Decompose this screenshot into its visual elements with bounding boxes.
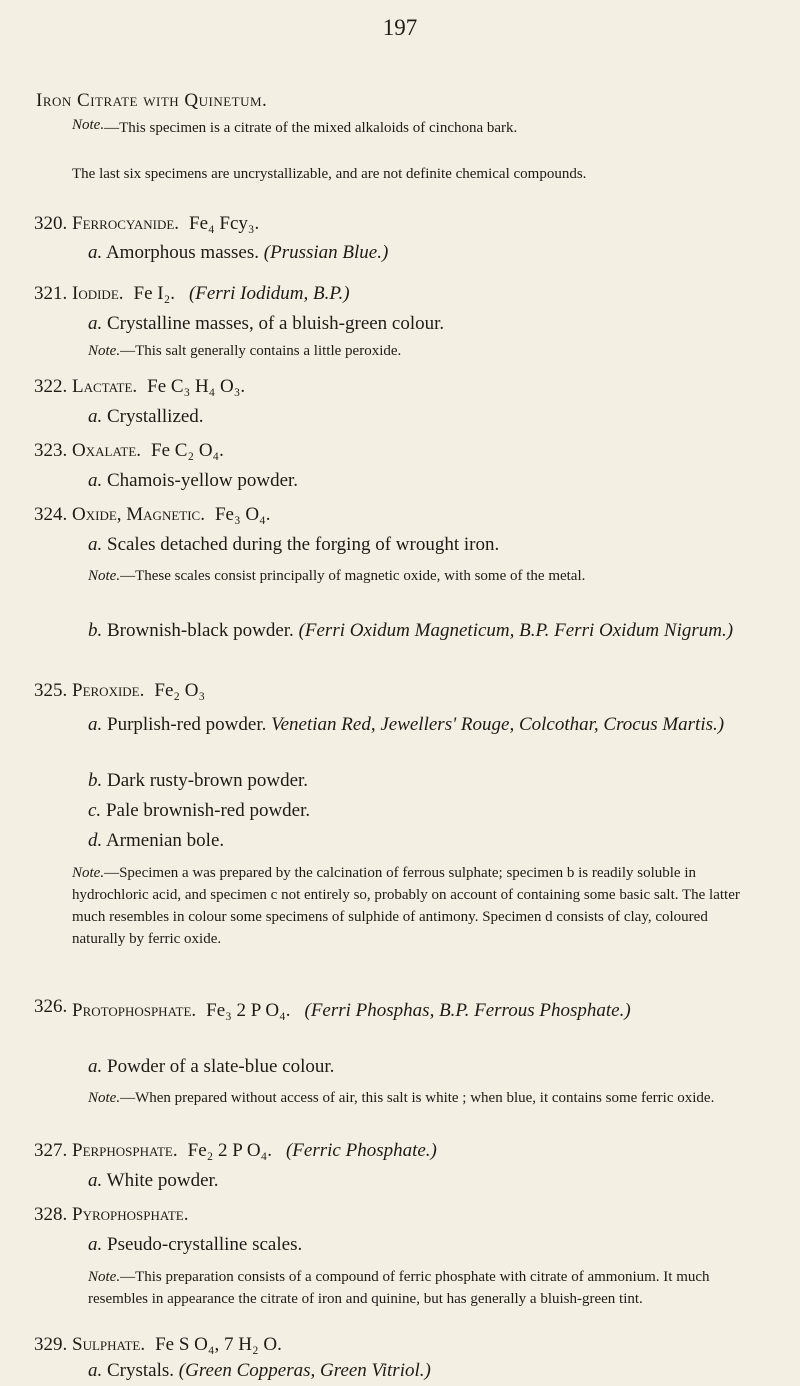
entry-329-heading	[72, 1334, 296, 1356]
item-label: a.	[88, 714, 103, 735]
entry-323-a	[88, 470, 298, 492]
entry-325-a	[88, 710, 758, 740]
item-label: a.	[88, 242, 103, 263]
entry-name: Ferrocyanide.	[72, 213, 180, 234]
item-text: Dark rusty-brown powder.	[107, 770, 309, 791]
item-label: d.	[88, 830, 103, 851]
item-label: a.	[88, 1234, 103, 1255]
entry-324-b	[88, 616, 758, 646]
entry-synonyms: (Ferric Phosphate.)	[285, 1140, 437, 1161]
item-label: b.	[88, 620, 103, 641]
entry-328-heading	[72, 1204, 198, 1226]
entry-name: Oxide, Magnetic.	[72, 504, 205, 525]
entry-name: Pyrophosphate.	[72, 1204, 189, 1225]
item-synonyms: Venetian Red, Jewellers' Rouge, Colcothar, Crocus Martis.)	[271, 714, 725, 735]
entry-324-heading	[72, 504, 284, 526]
note-text: —This preparation consists of a compound of ferric phosphate with citrate of ammonium. It much resembles in appearance the citrate of iron and quinine, but has generally a bluish-green tint.	[88, 1269, 710, 1307]
item-label: a.	[88, 1056, 103, 1077]
item-text: Brownish-black powder.	[107, 620, 294, 641]
entry-formula: Fe₃ 2 P O₄.	[206, 1000, 291, 1021]
item-text: Purplish-red powder.	[107, 714, 267, 735]
entry-322-a	[88, 406, 204, 428]
item-label: a.	[88, 1360, 103, 1381]
entry-number: 325.	[34, 680, 68, 701]
entry-326-heading	[72, 996, 762, 1026]
entry-320-heading	[72, 213, 273, 235]
item-label: b.	[88, 770, 103, 791]
entry-325-heading	[72, 680, 219, 702]
entry-325-note	[72, 862, 762, 950]
entry-328-a	[88, 1234, 302, 1256]
item-text: Amorphous masses.	[105, 242, 260, 263]
entry-number: 320.	[34, 213, 68, 234]
entry-329-a	[88, 1360, 431, 1382]
entry-321-note	[88, 343, 401, 360]
item-text: Scales detached during the forging of wrought iron.	[107, 534, 500, 555]
entry-327-a	[88, 1170, 219, 1192]
item-label: a.	[88, 1170, 103, 1191]
entry-synonyms: (Ferri Iodidum, B.P.)	[188, 283, 350, 304]
item-text: Pale brownish-red powder.	[105, 800, 311, 821]
intro-note	[72, 117, 744, 139]
item-text: Crystallized.	[107, 406, 204, 427]
entry-formula: Fe₂ O₃	[154, 680, 206, 701]
entry-number: 326.	[34, 996, 68, 1017]
section-title: Iron Citrate with Quinetum.	[36, 90, 268, 111]
entry-number: 324.	[34, 504, 68, 525]
entry-name: Sulphate.	[72, 1334, 146, 1355]
note-label: Note.	[88, 568, 121, 584]
item-text: Pseudo-crystalline scales.	[107, 1234, 303, 1255]
item-text: Chamois-yellow powder.	[107, 470, 299, 491]
item-synonyms: (Ferri Oxidum Magneticum, B.P. Ferri Oxidum Nigrum.)	[298, 620, 734, 641]
entry-325-c	[88, 800, 310, 822]
entry-number: 321.	[34, 283, 68, 304]
note-text: —Specimen a was prepared by the calcination of ferrous sulphate; specimen b is readily soluble in hydrochloric acid, and specimen c not entirely so, probably on account of containing some basic salt. The latter much resembles in colour some specimens of sulphide of antimony. Specimen d consists of clay, coloured naturally by ferric oxide.	[72, 865, 740, 947]
note-text: —This salt generally contains a little peroxide.	[120, 343, 402, 359]
intro-paragraph: The last six specimens are uncrystallizable, and are not definite chemical compounds.	[72, 166, 587, 182]
entry-number: 329.	[34, 1334, 68, 1355]
note-label: Note.	[88, 1269, 121, 1285]
note-text: —This specimen is a citrate of the mixed alkaloids of cinchona bark.	[104, 120, 518, 136]
item-text: White powder.	[106, 1170, 219, 1191]
entry-synonyms: (Ferri Phosphas, B.P. Ferrous Phosphate.)	[304, 1000, 631, 1021]
entry-322-heading	[72, 376, 259, 398]
item-text: Crystals.	[107, 1360, 175, 1381]
entry-324-a	[88, 534, 499, 556]
note-text: —These scales consist principally of magnetic oxide, with some of the metal.	[120, 568, 586, 584]
entry-325-d	[88, 830, 224, 852]
item-label: a.	[88, 534, 103, 555]
note-label: Note.	[72, 865, 105, 881]
entry-320-a	[88, 242, 388, 264]
item-label: c.	[88, 800, 102, 821]
page-number: 197	[382, 15, 418, 40]
item-label: a.	[88, 406, 103, 427]
item-text: Armenian bole.	[105, 830, 225, 851]
entry-formula: Fe C₃ H₄ O₃.	[147, 376, 246, 397]
entry-328-note	[88, 1266, 758, 1310]
entry-name: Iodide.	[72, 283, 124, 304]
note-label: Note.	[88, 1090, 121, 1106]
entry-name: Protophosphate.	[72, 1000, 197, 1021]
entry-325-b	[88, 770, 308, 792]
item-text: Crystalline masses, of a bluish-green colour.	[107, 313, 445, 334]
item-synonyms: (Prussian Blue.)	[263, 242, 389, 263]
entry-formula: Fe₃ O₄.	[214, 504, 271, 525]
entry-formula: Fe S O₄, 7 H₂ O.	[155, 1334, 282, 1355]
entry-name: Peroxide.	[72, 680, 145, 701]
entry-name: Lactate.	[72, 376, 138, 397]
entry-name: Oxalate.	[72, 440, 142, 461]
entry-number: 322.	[34, 376, 68, 397]
note-text: —When prepared without access of air, this salt is white ; when blue, it contains some ferric oxide.	[120, 1090, 715, 1106]
entry-number: 323.	[34, 440, 68, 461]
entry-321-a	[88, 313, 444, 335]
entry-formula: Fe₂ 2 P O₄.	[187, 1140, 272, 1161]
entry-number: 327.	[34, 1140, 68, 1161]
entry-321-heading	[72, 283, 350, 305]
entry-name: Perphosphate.	[72, 1140, 178, 1161]
item-label: a.	[88, 470, 103, 491]
entry-324-note	[88, 565, 758, 587]
entry-formula: Fe C₂ O₄.	[151, 440, 224, 461]
item-synonyms: (Green Copperas, Green Vitriol.)	[178, 1360, 431, 1381]
entry-327-heading	[72, 1140, 437, 1162]
note-label: Note.	[72, 117, 105, 133]
entry-323-heading	[72, 440, 238, 462]
entry-formula: Fe I₂.	[133, 283, 175, 304]
entry-326-a	[88, 1056, 334, 1078]
item-text: Powder of a slate-blue colour.	[107, 1056, 335, 1077]
entry-formula: Fe₄ Fcy₃.	[189, 213, 260, 234]
entry-number: 328.	[34, 1204, 68, 1225]
note-label: Note.	[88, 343, 121, 359]
item-label: a.	[88, 313, 103, 334]
entry-326-note	[88, 1087, 758, 1109]
